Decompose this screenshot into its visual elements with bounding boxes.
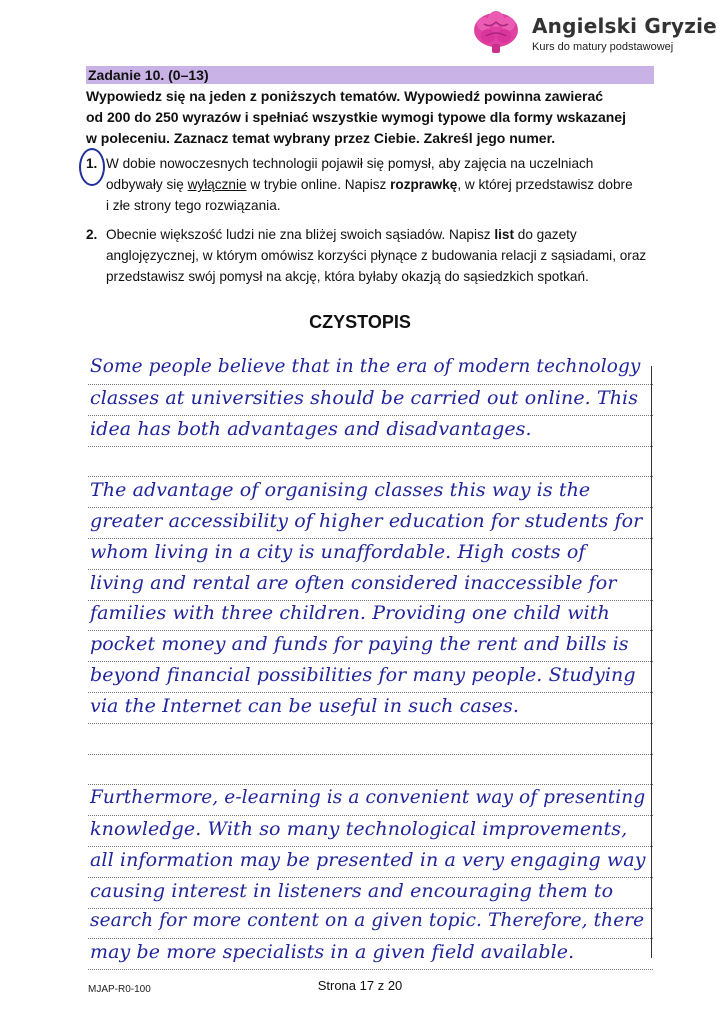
bold-word: list — [494, 227, 514, 242]
topic-line: przedstawisz swój pomysł na akcję, która byłaby okazją do sąsiedzkich spotkań. — [106, 269, 589, 284]
brand-subtitle: Kurs do matury podstawowej — [532, 41, 674, 53]
handwritten-line: Some people believe that in the era of modern technology — [90, 356, 641, 377]
handwritten-line: may be more specialists in a given field available. — [90, 941, 575, 964]
handwritten-line: search for more content on a given topic. Therefore, there — [90, 910, 645, 932]
brand-header — [470, 8, 717, 58]
handwritten-line: beyond financial possibilities for many people. Studying — [90, 664, 636, 686]
task-header-bar — [86, 66, 654, 84]
handwritten-line: via the Internet can be useful in such cases. — [90, 694, 520, 717]
clean-copy-title: CZYSTOPIS — [309, 312, 411, 332]
handwritten-line: families with three children. Providing one child with — [90, 602, 610, 625]
bold-word: rozprawkę — [390, 177, 458, 192]
handwritten-line: all information may be presented in a very engaging way — [90, 848, 646, 871]
handwritten-line: knowledge. With so many technological improvements, — [90, 818, 628, 840]
handwritten-line: living and rental are often considered inaccessible for — [90, 571, 617, 594]
handwritten-line: causing interest in listeners and encouraging them to — [90, 879, 614, 902]
topic-line: anglojęzycznej, w którym omówisz korzyści płynące z budowania relacji z sąsiadami, oraz — [106, 248, 647, 263]
brain-icon — [470, 8, 522, 56]
topic-line: Obecnie większość ludzi nie zna bliżej swoich sąsiadów. Napisz list do gazety — [106, 227, 577, 242]
writing-line — [88, 722, 653, 755]
instruction-line: Wypowiedz się na jeden z poniższych tematów. Wypowiedź powinna zawierać — [86, 88, 604, 104]
topic-number: 1. — [86, 156, 98, 171]
handwritten-line: classes at universities should be carried out online. This — [90, 386, 639, 409]
topic-line: W dobie nowoczesnych technologii pojawił się pomysł, aby zajęcia na uczelniach — [106, 156, 594, 171]
handwritten-line: Furthermore, e-learning is a convenient way of presenting — [90, 787, 646, 809]
task-header-title: Zadanie 10. (0–13) — [88, 67, 209, 83]
topic-number: 2. — [86, 227, 98, 242]
handwritten-line: greater accessibility of higher education for students for — [90, 510, 643, 532]
task-instructions — [86, 86, 656, 149]
document-code: MJAP-R0-100 — [88, 984, 151, 995]
handwritten-line: whom living in a city is unaffordable. High costs of — [90, 540, 586, 563]
handwritten-line: idea has both advantages and disadvantages. — [90, 417, 532, 440]
topic-line: i złe strony tego rozwiązania. — [106, 198, 281, 213]
underlined-word: wyłącznie — [187, 177, 247, 192]
instruction-line: od 200 do 250 wyrazów i spełniać wszystkie wymogi typowe dla formy wskazanej — [86, 109, 626, 125]
writing-line — [88, 752, 653, 785]
handwritten-line: pocket money and funds for paying the rent and bills is — [90, 633, 629, 656]
margin-line — [651, 366, 652, 958]
topic-option-2[interactable] — [86, 224, 656, 287]
handwritten-line: The advantage of organising classes this way is the — [90, 479, 591, 502]
topic-line: odbywały się wyłącznie w trybie online. Napisz rozprawkę, w której przedstawisz dobre — [106, 177, 633, 192]
topic-option-1[interactable] — [86, 153, 656, 216]
brand-name: Angielski Gryzie — [532, 14, 717, 38]
page-number: Strona 17 z 20 — [317, 978, 403, 993]
writing-line — [88, 444, 653, 477]
instruction-line: w poleceniu. Zaznacz temat wybrany przez Ciebie. Zakreśl jego numer. — [86, 130, 556, 146]
